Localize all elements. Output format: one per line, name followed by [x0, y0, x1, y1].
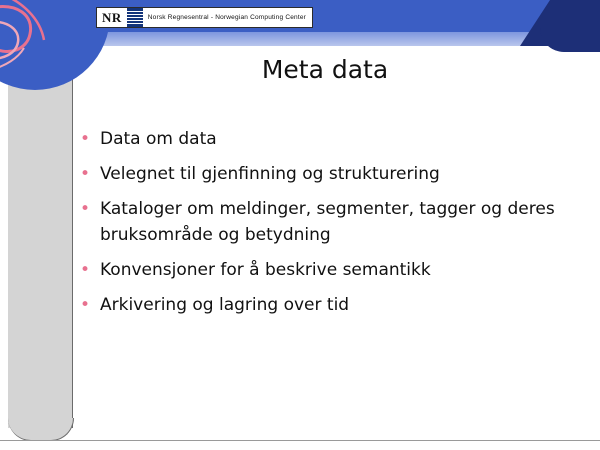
list-item-label: Velegnet til gjenfinning og strukturering [100, 164, 440, 184]
bullet-dot-icon: • [80, 164, 91, 184]
bullet-dot-icon: • [80, 199, 91, 219]
bullet-dot-icon: • [80, 129, 91, 149]
bullet-dot-icon: • [80, 260, 91, 280]
list-item [78, 126, 578, 152]
logo-caption: Norsk Regnesentral - Norwegian Computing Center [147, 14, 307, 21]
page-title: Meta data [261, 55, 389, 84]
top-banner-gradient [74, 32, 600, 46]
list-item-label: Data om data [100, 129, 217, 149]
list-item-label: Konvensjoner for å beskrive semantikk [100, 260, 431, 280]
top-banner-right-accent-curve [540, 26, 600, 52]
logo-initials: NR [102, 9, 122, 25]
list-item [78, 257, 578, 283]
bullet-list [78, 126, 578, 327]
list-item [78, 292, 578, 318]
list-item [78, 196, 578, 248]
bottom-divider [0, 440, 600, 441]
logo-stripes-icon [127, 8, 143, 27]
list-item [78, 161, 578, 187]
bullet-dot-icon: • [80, 295, 91, 315]
nr-logo [96, 7, 313, 28]
left-grey-column-cap [8, 418, 74, 441]
list-item-label: Kataloger om meldinger, segmenter, tagger og deres bruksområde og betydning [100, 199, 555, 245]
list-item-label: Arkivering og lagring over tid [100, 295, 350, 315]
